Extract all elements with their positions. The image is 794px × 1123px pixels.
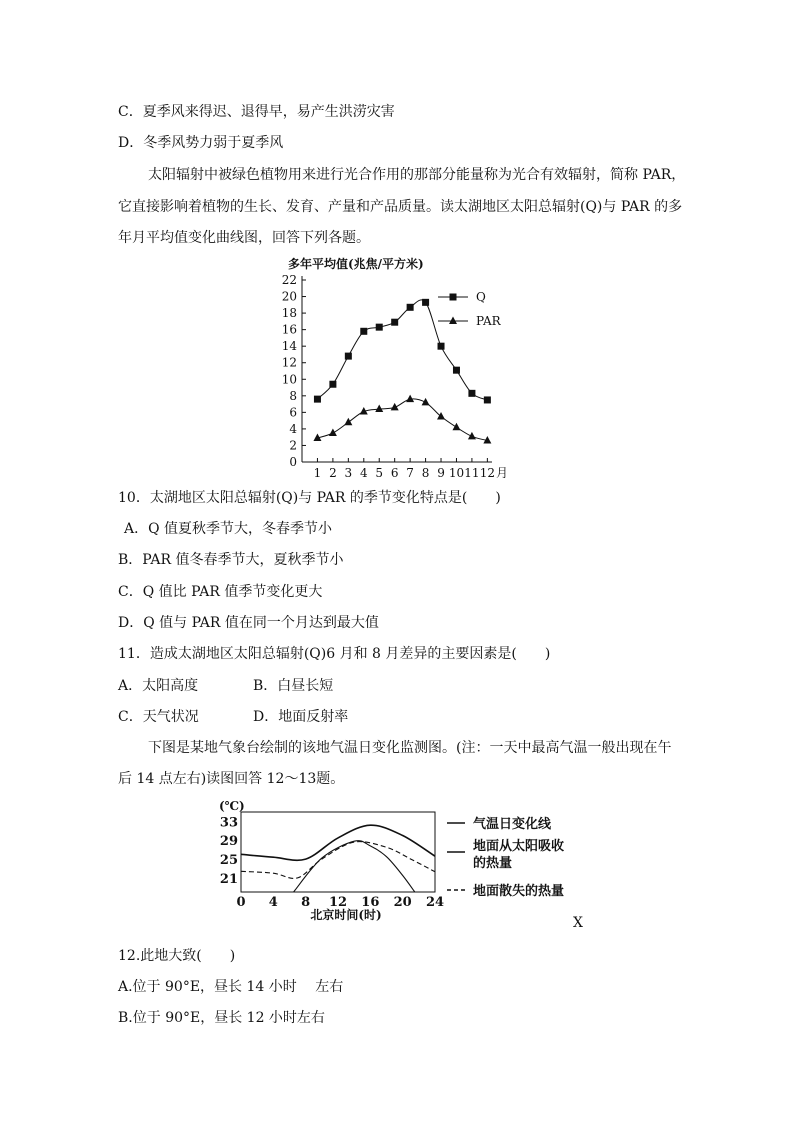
y-axis-label: (℃) bbox=[219, 799, 245, 813]
x-tick-label: 0 bbox=[236, 895, 246, 910]
x-tick-label: 16 bbox=[361, 895, 380, 910]
series-line-0 bbox=[241, 825, 435, 860]
y-tick-label: 12 bbox=[281, 355, 297, 370]
q-data-point bbox=[360, 328, 367, 335]
q-data-point bbox=[345, 353, 352, 360]
intro-line-1: 太阳辐射中被绿色植物用来进行光合作用的那部分能量称为光合有效辐射，简称 PAR， bbox=[148, 167, 686, 183]
y-tick-label: 6 bbox=[289, 405, 297, 420]
y-tick-label: 0 bbox=[289, 455, 297, 469]
legend-label-2: 地面散失的热量 bbox=[473, 884, 565, 899]
x-tick-label: 8 bbox=[301, 895, 311, 910]
x-tick-label: 12 bbox=[479, 466, 496, 480]
par-data-point bbox=[329, 429, 337, 437]
question-12-option-b: B.位于 90°E，昼长 12 小时左右 bbox=[118, 1010, 325, 1026]
x-tick-label: 24 bbox=[425, 895, 445, 910]
chart-title: 多年平均值(兆焦/平方米) bbox=[288, 257, 424, 271]
question-11-option-d: D．地面反射率 bbox=[253, 709, 349, 725]
option-c-prev: C．夏季风来得迟、退得早，易产生洪涝灾害 bbox=[118, 104, 395, 120]
question-10-option-c: C．Q 值比 PAR 值季节变化更大 bbox=[118, 584, 323, 600]
y-tick-label: 21 bbox=[219, 871, 238, 887]
y-tick-label: 18 bbox=[281, 306, 297, 321]
q-data-point bbox=[422, 299, 429, 306]
x-axis-label: 北京时间(时) bbox=[310, 908, 382, 922]
y-tick-label: 8 bbox=[289, 388, 297, 403]
legend-label-q: Q bbox=[476, 290, 486, 304]
y-tick-label: 16 bbox=[281, 322, 297, 337]
x-tick-label: 12 bbox=[328, 895, 348, 910]
x-tick-label: 4 bbox=[359, 466, 368, 480]
x-tick-label: 20 bbox=[393, 895, 412, 910]
y-tick-label: 33 bbox=[219, 815, 238, 831]
y-tick-label: 29 bbox=[219, 834, 238, 850]
intro-line-5: 后 14 点左右)读图回答 12～13题。 bbox=[118, 771, 345, 787]
stray-x: X bbox=[573, 915, 583, 931]
intro-line-4: 下图是某地气象台绘制的该地气温日变化监测图。(注：一天中最高气温一般出现在午 bbox=[148, 740, 672, 756]
legend-marker-q bbox=[450, 294, 457, 301]
question-11-option-a: A．太阳高度 bbox=[118, 678, 199, 694]
q-data-point bbox=[468, 390, 475, 397]
y-tick-label: 10 bbox=[281, 372, 297, 387]
x-tick-label: 1 bbox=[313, 466, 322, 480]
q-data-point bbox=[314, 396, 321, 403]
x-tick-label: 11 bbox=[464, 466, 480, 480]
x-tick-label: 8 bbox=[421, 466, 430, 480]
y-tick-label: 20 bbox=[281, 289, 297, 304]
question-10-option-b: B．PAR 值冬春季节大，夏秋季节小 bbox=[118, 552, 344, 568]
question-10-option-a: A．Q 值夏秋季节大，冬春季节小 bbox=[124, 521, 333, 537]
y-tick-label: 14 bbox=[281, 339, 297, 354]
y-tick-label: 2 bbox=[289, 438, 297, 453]
q-data-point bbox=[376, 324, 383, 331]
q-data-point bbox=[438, 343, 445, 350]
x-tick-label: 3 bbox=[344, 466, 353, 480]
legend-label-0: 气温日变化线 bbox=[473, 817, 552, 832]
question-12-option-a: A.位于 90°E，昼长 14 小时 左右 bbox=[118, 979, 344, 995]
x-tick-label: 7 bbox=[406, 466, 414, 480]
par-data-point bbox=[375, 405, 383, 413]
question-11-option-c: C．天气状况 bbox=[118, 709, 199, 725]
question-11: 11．造成太湖地区太阳总辐射(Q)6 月和 8 月差异的主要因素是( ) bbox=[118, 646, 551, 662]
question-10: 10．太湖地区太阳总辐射(Q)与 PAR 的季节变化特点是( ) bbox=[118, 490, 501, 506]
x-tick-label: 6 bbox=[390, 466, 399, 480]
legend-label-1: 地面从太阳吸收 bbox=[473, 839, 565, 854]
series-line-q bbox=[317, 300, 487, 400]
par-data-point bbox=[468, 432, 476, 440]
x-tick-label: 4 bbox=[268, 895, 278, 910]
q-data-point bbox=[407, 304, 414, 311]
intro-line-2: 它直接影响着植物的生长、发育、产量和产品质量。读太湖地区太阳总辐射(Q)与 PAR 的多 bbox=[118, 199, 683, 215]
question-12: 12.此地大致( ) bbox=[118, 948, 236, 964]
radiation-chart bbox=[270, 250, 530, 482]
temperature-chart bbox=[205, 796, 600, 928]
legend-marker-par bbox=[449, 317, 457, 325]
q-data-point bbox=[453, 367, 460, 374]
par-data-point bbox=[437, 412, 445, 420]
option-d-prev: D．冬季风势力弱于夏季风 bbox=[118, 135, 284, 151]
q-data-point bbox=[329, 381, 336, 388]
x-tick-label: 9 bbox=[437, 466, 445, 480]
series-line-1 bbox=[294, 841, 415, 892]
question-11-option-b: B．白昼长短 bbox=[253, 678, 334, 694]
legend-label-par: PAR bbox=[476, 314, 501, 328]
x-tick-label: 10 bbox=[448, 466, 465, 480]
intro-line-3: 年月平均值变化曲线图，回答下列各题。 bbox=[118, 230, 370, 246]
x-axis-label: 月 bbox=[496, 466, 509, 480]
legend-label-1-b: 的热量 bbox=[473, 856, 513, 871]
series-line-par bbox=[317, 399, 487, 441]
x-tick-label: 2 bbox=[329, 466, 337, 480]
y-tick-label: 22 bbox=[281, 273, 297, 287]
question-10-option-d: D．Q 值与 PAR 值在同一个月达到最大值 bbox=[118, 615, 379, 631]
x-tick-label: 5 bbox=[375, 466, 384, 480]
par-data-point bbox=[422, 398, 430, 406]
par-data-point bbox=[452, 423, 460, 431]
q-data-point bbox=[484, 396, 491, 403]
y-tick-label: 4 bbox=[289, 421, 297, 436]
q-data-point bbox=[391, 319, 398, 326]
par-data-point bbox=[344, 418, 352, 426]
y-tick-label: 25 bbox=[219, 853, 238, 869]
